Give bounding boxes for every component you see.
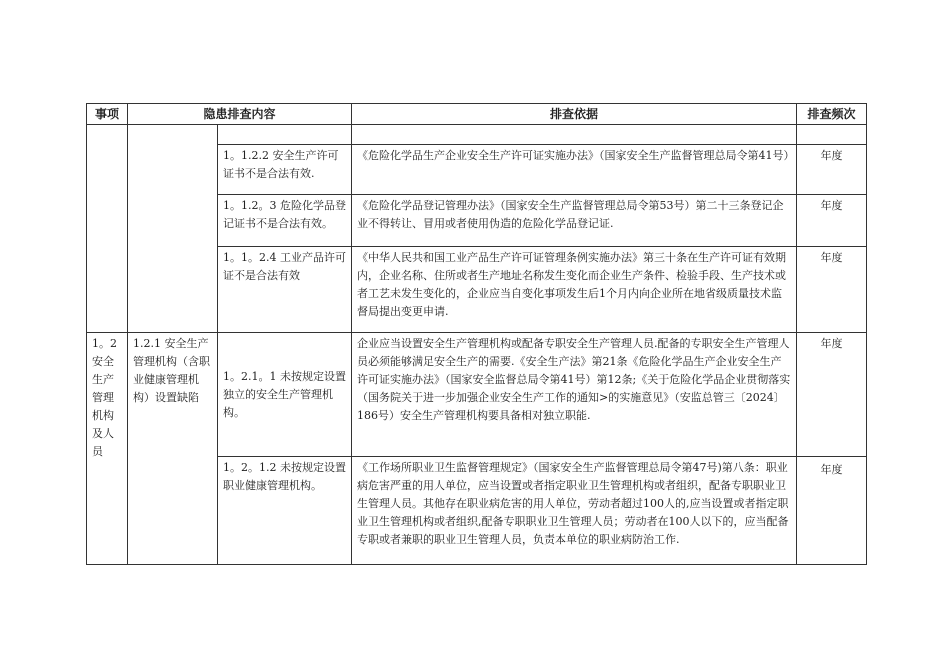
item-cell-continued — [87, 125, 128, 333]
header-basis: 排查依据 — [352, 104, 797, 125]
header-item: 事项 — [87, 104, 128, 125]
basis-cell: 《中华人民共和国工业产品生产许可证管理条例实施办法》第三十条在生产许可证有效期内，企业名称、住所或者生产地址名称发生变化而企业生产条件、检验手段、生产技术或者工艺未发生变化的，企业应当自变化事项发生后1个月内向企业所在地省级质量技术监督局提出变更申请. — [352, 247, 797, 333]
table-row — [87, 125, 867, 145]
basis-cell: 《工作场所职业卫生监督管理规定》（国家安全生产监督管理总局令第47号)第八条：职业病危害严重的用人单位，应当设置或者指定职业卫生管理机构或者组织，配备专职职业卫生管理人员。其他存在职业病危害的用人单位，劳动者超过100人的,应当设置或者指定职业卫生管理机构或者组织,配备专职职业卫生管理人员；劳动者在100人以下的，应当配备专职或者兼职的职业卫生管理人员，负责本单位的职业病防治工作. — [352, 457, 797, 565]
category-cell: 1.2.1 安全生产管理机构（含职业健康管理机构）设置缺陷 — [128, 333, 218, 565]
detail-cell: 1。1。2.4 工业产品许可证不是合法有效 — [218, 247, 352, 333]
header-frequency: 排查频次 — [797, 104, 867, 125]
basis-cell: 《危险化学品生产企业安全生产许可证实施办法》（国家安全生产监督管理总局令第41号） — [352, 145, 797, 195]
table-row — [87, 333, 867, 457]
detail-cell: 1。2。1.2 未按规定设置职业健康管理机构。 — [218, 457, 352, 565]
hazard-checklist-table — [86, 103, 867, 565]
frequency-cell: 年度 — [797, 247, 867, 333]
detail-cell: 1。1.2.2 安全生产许可证书不是合法有效. — [218, 145, 352, 195]
frequency-cell: 年度 — [797, 195, 867, 247]
frequency-cell: 年度 — [797, 457, 867, 565]
frequency-cell: 年度 — [797, 333, 867, 457]
header-content: 隐患排查内容 — [128, 104, 352, 125]
basis-cell — [352, 125, 797, 145]
item-cell: 1。2 安全生产管理机构及人员 — [87, 333, 128, 565]
detail-cell: 1。1.2。3 危险化学品登记证书不是合法有效。 — [218, 195, 352, 247]
frequency-cell: 年度 — [797, 145, 867, 195]
basis-cell: 企业应当设置安全生产管理机构或配备专职安全生产管理人员.配备的专职安全生产管理人员必须能够满足安全生产的需要.《安全生产法》第21条《危险化学品生产企业安全生产许可证实施办法》（国家安全监督总局令第41号）第12条;《关于危险化学品企业贯彻落实（国务院关于进一步加强企业安全生产工作的通知>的实施意见》（安监总管三〔2024〕186号）安全生产管理机构要具备相对独立职能. — [352, 333, 797, 457]
detail-cell: 1。2.1。1 未按规定设置独立的安全生产管理机构。 — [218, 333, 352, 457]
basis-cell: 《危险化学品登记管理办法》（国家安全生产监督管理总局令第53号）第二十三条登记企业不得转让、冒用或者使用伪造的危险化学品登记证. — [352, 195, 797, 247]
table-header-row — [87, 104, 867, 125]
detail-cell — [218, 125, 352, 145]
category-cell-continued — [128, 125, 218, 333]
frequency-cell — [797, 125, 867, 145]
